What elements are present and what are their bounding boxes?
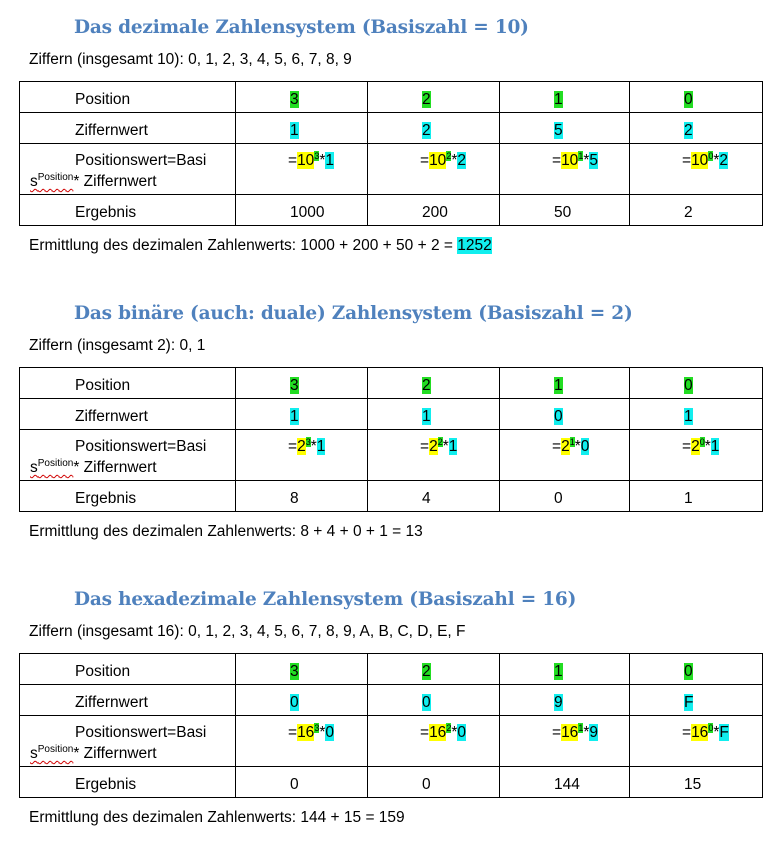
table-row-ziffernwert — [20, 399, 763, 430]
ergebnis-cell — [236, 195, 368, 226]
base-value: 2 — [691, 438, 700, 455]
ergebnis-cell — [236, 767, 368, 798]
ergebnis-cell — [630, 767, 763, 798]
position-cell — [236, 654, 368, 685]
digit-value: 0 — [325, 724, 334, 741]
row-label: Ziffernwert — [20, 399, 236, 430]
base-value: 16 — [561, 724, 579, 741]
ziffernwert-value: 0 — [422, 694, 431, 711]
digits-line: Ziffern (insgesamt 10): 0, 1, 2, 3, 4, 5, 6, 7, 8, 9 — [29, 51, 352, 68]
position-value: 0 — [684, 663, 693, 680]
calculation-line: Ermittlung des dezimalen Zahlenwerts: 144 + 15 = 159 — [29, 809, 405, 826]
exponent-value: 2 — [446, 150, 452, 161]
ziffernwert-cell — [368, 399, 500, 430]
ziffernwert-value: 0 — [290, 694, 299, 711]
position-value: 1 — [554, 91, 563, 108]
table-row-positionswert — [20, 144, 763, 195]
ziffernwert-cell — [236, 399, 368, 430]
position-cell — [500, 368, 630, 399]
table-row-ziffernwert — [20, 113, 763, 144]
ziffernwert-cell — [630, 113, 763, 144]
row-label: Ergebnis — [20, 767, 236, 798]
row-label: Positionswert=Basi $s^{Position}*$ Ziffernwert — [20, 144, 236, 195]
ergebnis-cell — [500, 195, 630, 226]
digit-value: 0 — [457, 724, 466, 741]
table-row-ergebnis — [20, 767, 763, 798]
ergebnis-cell — [630, 195, 763, 226]
result-value: 1000 — [290, 204, 325, 221]
row-label: Ergebnis — [20, 195, 236, 226]
result-value: 8 — [290, 490, 299, 507]
result-value: 15 — [684, 776, 702, 793]
position-cell — [368, 82, 500, 113]
digit-value: F — [719, 724, 729, 741]
ergebnis-cell — [500, 767, 630, 798]
positionswert-cell: $=10^2*2$ — [368, 144, 500, 195]
exponent-value: 3 — [314, 150, 320, 161]
position-cell — [630, 82, 763, 113]
table-row-ergebnis — [20, 481, 763, 512]
positionswert-cell: $=2^1*0$ — [500, 430, 630, 481]
base-value: 2 — [429, 438, 438, 455]
exponent-value: 1 — [578, 150, 584, 161]
table-row-positionswert — [20, 716, 763, 767]
positionswert-cell: $=16^1*9$ — [500, 716, 630, 767]
row-label: Ziffernwert — [20, 685, 236, 716]
ziffernwert-value: 0 — [554, 408, 563, 425]
row-label: Positionswert=Basi $s^{Position}*$ Ziffernwert — [20, 430, 236, 481]
base-value: 10 — [297, 152, 315, 169]
ziffernwert-value: 1 — [684, 408, 693, 425]
result-value: 0 — [422, 776, 431, 793]
table-row-position — [20, 82, 763, 113]
position-cell — [236, 82, 368, 113]
ergebnis-cell — [368, 195, 500, 226]
result-value: 200 — [422, 204, 448, 221]
digit-value: 0 — [580, 438, 590, 455]
digit-value: 1 — [316, 438, 326, 455]
ziffernwert-value: 2 — [684, 122, 693, 139]
ziffernwert-cell — [368, 113, 500, 144]
positionswert-cell: $=2^3*1$ — [236, 430, 368, 481]
calculation-line: Ermittlung des dezimalen Zahlenwerts: 8 + 4 + 0 + 1 = 13 — [29, 523, 423, 540]
ziffernwert-cell — [500, 399, 630, 430]
position-cell — [500, 654, 630, 685]
ziffernwert-cell — [236, 685, 368, 716]
row-label: Position — [20, 368, 236, 399]
result-value: 0 — [554, 490, 563, 507]
position-value: 3 — [290, 91, 299, 108]
position-value: 2 — [422, 377, 431, 394]
ziffernwert-value: 9 — [554, 694, 563, 711]
base-value: 10 — [691, 152, 709, 169]
calculation-line: Ermittlung des dezimalen Zahlenwerts: 1000 + 200 + 50 + 2 = 1252 — [29, 237, 492, 254]
base-value: 16 — [297, 724, 315, 741]
table-row-position — [20, 654, 763, 685]
table-row-ergebnis — [20, 195, 763, 226]
ziffernwert-value: 2 — [422, 122, 431, 139]
position-cell — [630, 368, 763, 399]
result-value: 1 — [684, 490, 693, 507]
digits-line: Ziffern (insgesamt 16): 0, 1, 2, 3, 4, 5, 6, 7, 8, 9, A, B, C, D, E, F — [29, 623, 466, 640]
digit-value: 2 — [719, 152, 728, 169]
position-value: 3 — [290, 377, 299, 394]
positionswert-cell: $=16^3*0$ — [236, 716, 368, 767]
position-value: 1 — [554, 377, 563, 394]
exponent-value: 1 — [569, 436, 575, 447]
base-value: 2 — [297, 438, 306, 455]
position-value: 0 — [684, 377, 693, 394]
ziffernwert-value: 1 — [290, 122, 299, 139]
ziffernwert-value: F — [684, 694, 694, 711]
position-cell — [500, 82, 630, 113]
calculation-result: 1252 — [457, 237, 492, 254]
row-label: Position — [20, 82, 236, 113]
section-heading: Das binäre (auch: duale) Zahlensystem (Basiszahl = 2) — [74, 303, 633, 324]
base-value: 2 — [561, 438, 570, 455]
ziffernwert-cell — [368, 685, 500, 716]
base-value: 10 — [561, 152, 579, 169]
positionswert-cell: $=10^0*2$ — [630, 144, 763, 195]
result-value: 50 — [554, 204, 572, 221]
section-heading: Das hexadezimale Zahlensystem (Basiszahl = 16) — [74, 589, 577, 610]
exponent-value: 1 — [578, 722, 584, 733]
exponent-value: 3 — [305, 436, 311, 447]
positional-table — [19, 653, 763, 798]
ziffernwert-value: 1 — [290, 408, 299, 425]
row-label: Positionswert=Basi $s^{Position}*$ Ziffernwert — [20, 716, 236, 767]
ziffernwert-value: 5 — [554, 122, 563, 139]
ergebnis-cell — [500, 481, 630, 512]
ziffernwert-cell — [630, 685, 763, 716]
section-heading: Das dezimale Zahlensystem (Basiszahl = 10) — [74, 17, 529, 38]
base-value: 16 — [429, 724, 447, 741]
row-label: Ergebnis — [20, 481, 236, 512]
digit-value: 9 — [589, 724, 598, 741]
ziffernwert-cell — [236, 113, 368, 144]
positionswert-cell: $=2^0*1$ — [630, 430, 763, 481]
positional-table — [19, 367, 763, 512]
positionswert-cell: $=16^2*0$ — [368, 716, 500, 767]
position-value: 2 — [422, 663, 431, 680]
digit-value: 1 — [448, 438, 458, 455]
position-cell — [236, 368, 368, 399]
ergebnis-cell — [368, 481, 500, 512]
exponent-value: 0 — [708, 722, 714, 733]
position-value: 2 — [422, 91, 431, 108]
digits-line: Ziffern (insgesamt 2): 0, 1 — [29, 337, 206, 354]
position-cell — [368, 368, 500, 399]
positionswert-cell: $=10^1*5$ — [500, 144, 630, 195]
row-label: Ziffernwert — [20, 113, 236, 144]
base-value: 16 — [691, 724, 709, 741]
positionswert-cell: $=2^2*1$ — [368, 430, 500, 481]
position-value: 1 — [554, 663, 563, 680]
position-cell — [630, 654, 763, 685]
table-row-ziffernwert — [20, 685, 763, 716]
ergebnis-cell — [368, 767, 500, 798]
result-value: 4 — [422, 490, 431, 507]
result-value: 144 — [554, 776, 580, 793]
exponent-value: 0 — [699, 436, 705, 447]
ergebnis-cell — [630, 481, 763, 512]
position-cell — [368, 654, 500, 685]
exponent-value: 0 — [708, 150, 714, 161]
ziffernwert-cell — [500, 113, 630, 144]
positionswert-cell: $=10^3*1$ — [236, 144, 368, 195]
digit-value: 5 — [589, 152, 598, 169]
positionswert-cell: $=16^0*F$ — [630, 716, 763, 767]
table-row-position — [20, 368, 763, 399]
base-value: 10 — [429, 152, 447, 169]
digit-value: 1 — [710, 438, 720, 455]
exponent-value: 2 — [446, 722, 452, 733]
ziffernwert-cell — [500, 685, 630, 716]
digit-value: 2 — [457, 152, 466, 169]
positional-table — [19, 81, 763, 226]
row-label: Position — [20, 654, 236, 685]
ziffernwert-value: 1 — [422, 408, 431, 425]
exponent-value: 3 — [314, 722, 320, 733]
result-value: 2 — [684, 204, 693, 221]
exponent-value: 2 — [437, 436, 443, 447]
position-value: 0 — [684, 91, 693, 108]
table-row-positionswert — [20, 430, 763, 481]
result-value: 0 — [290, 776, 299, 793]
ergebnis-cell — [236, 481, 368, 512]
position-value: 3 — [290, 663, 299, 680]
digit-value: 1 — [325, 152, 334, 169]
ziffernwert-cell — [630, 399, 763, 430]
